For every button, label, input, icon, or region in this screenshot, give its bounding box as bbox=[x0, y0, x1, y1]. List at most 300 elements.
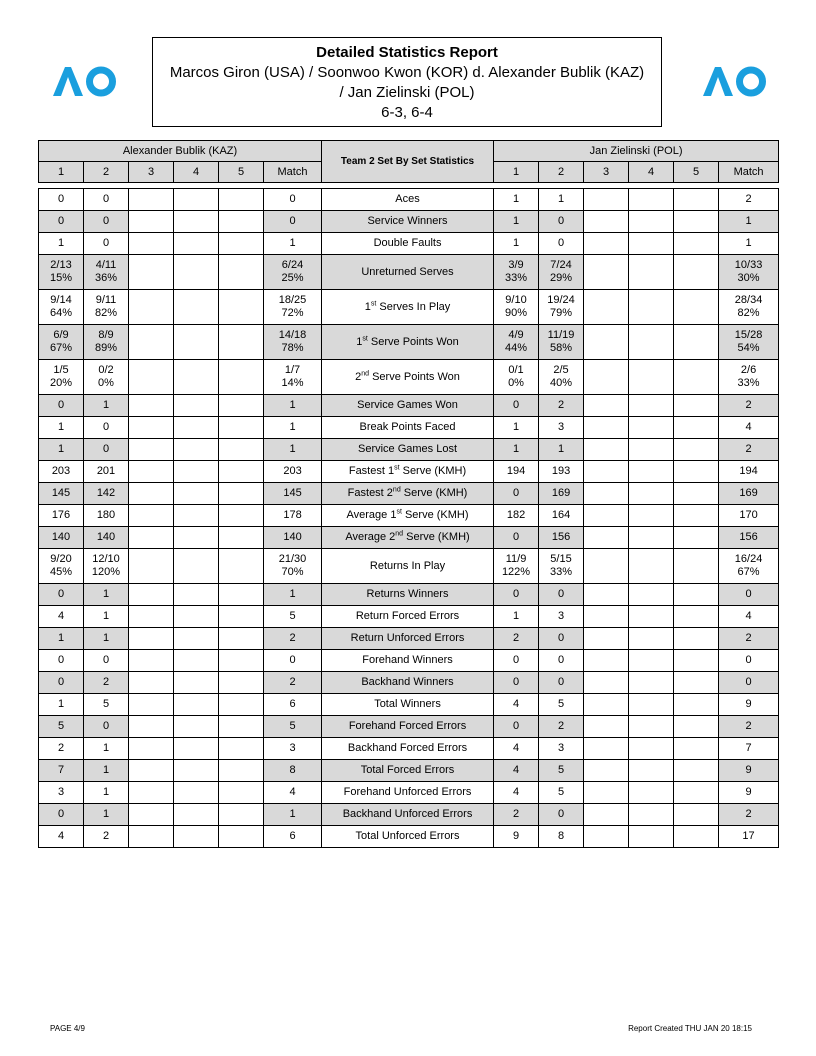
col-header: Match bbox=[719, 162, 779, 183]
cell-value: 3 bbox=[557, 742, 565, 754]
right-stat-cell bbox=[674, 672, 719, 694]
left-stat-cell bbox=[129, 628, 174, 650]
right-stat-cell bbox=[629, 255, 674, 290]
right-stat-cell bbox=[494, 527, 539, 549]
left-stat-cell bbox=[264, 360, 322, 395]
left-stat-cell bbox=[39, 672, 84, 694]
col-header: 4 bbox=[629, 162, 674, 183]
left-stat-cell bbox=[174, 584, 219, 606]
right-stat-cell bbox=[719, 461, 779, 483]
cell-value: 1 bbox=[289, 421, 296, 433]
right-stat-cell bbox=[584, 606, 629, 628]
left-stat-cell bbox=[219, 255, 264, 290]
left-stat-cell bbox=[39, 325, 84, 360]
left-stat-cell bbox=[264, 826, 322, 848]
right-stat-cell bbox=[674, 804, 719, 826]
cell-value: 1 bbox=[57, 237, 65, 249]
right-stat-cell bbox=[629, 461, 674, 483]
cell-value: 0 bbox=[512, 487, 520, 499]
table-row bbox=[39, 505, 779, 527]
cell-value: 1 bbox=[745, 215, 752, 227]
right-stat-cell bbox=[629, 650, 674, 672]
cell-value: 16/24 bbox=[734, 553, 763, 565]
right-stat-cell bbox=[719, 782, 779, 804]
cell-value: 2/5 bbox=[553, 364, 569, 376]
left-stat-cell bbox=[84, 360, 129, 395]
right-stat-cell bbox=[719, 716, 779, 738]
right-stat-cell bbox=[539, 694, 584, 716]
right-stat-cell bbox=[584, 189, 629, 211]
left-stat-cell bbox=[129, 461, 174, 483]
cell-value: 6/9 bbox=[53, 329, 69, 341]
right-stat-cell bbox=[719, 826, 779, 848]
cell-value: 2 bbox=[557, 720, 565, 732]
right-stat-cell bbox=[674, 233, 719, 255]
stat-label-text: 1 bbox=[364, 300, 371, 313]
left-stat-cell bbox=[84, 716, 129, 738]
left-stat-cell bbox=[84, 255, 129, 290]
left-stat-cell bbox=[129, 527, 174, 549]
left-stat-cell bbox=[39, 694, 84, 716]
right-stat-cell bbox=[584, 417, 629, 439]
col-header: 3 bbox=[584, 162, 629, 183]
table-row bbox=[39, 782, 779, 804]
cell-value: 2 bbox=[512, 632, 520, 644]
left-stat-cell bbox=[129, 584, 174, 606]
right-stat-cell bbox=[584, 650, 629, 672]
cell-value: 1 bbox=[512, 193, 520, 205]
cell-value: 33% bbox=[505, 272, 528, 284]
table-row bbox=[39, 189, 779, 211]
right-stat-cell bbox=[584, 255, 629, 290]
stat-label: Unreturned Serves bbox=[322, 255, 494, 290]
right-stat-cell bbox=[629, 760, 674, 782]
right-stat-cell bbox=[629, 549, 674, 584]
left-stat-cell bbox=[129, 360, 174, 395]
left-stat-cell bbox=[174, 738, 219, 760]
cell-value: 193 bbox=[551, 465, 571, 477]
right-stat-cell bbox=[674, 360, 719, 395]
cell-value: 0 bbox=[57, 193, 65, 205]
stat-label: Total Unforced Errors bbox=[322, 826, 494, 848]
cell-value: 8 bbox=[289, 764, 296, 776]
left-stat-cell bbox=[174, 804, 219, 826]
stat-label bbox=[322, 461, 494, 483]
report-title: Detailed Statistics Report bbox=[316, 44, 498, 61]
cell-value: 9/11 bbox=[95, 294, 117, 306]
table-row bbox=[39, 628, 779, 650]
cell-value: 2 bbox=[745, 808, 752, 820]
right-stat-cell bbox=[719, 738, 779, 760]
left-stat-cell bbox=[84, 505, 129, 527]
left-stat-cell bbox=[264, 189, 322, 211]
left-stat-cell bbox=[84, 395, 129, 417]
table-row bbox=[39, 650, 779, 672]
cell-value: 194 bbox=[506, 465, 526, 477]
cell-value: 0 bbox=[745, 654, 752, 666]
cell-value: 6/24 bbox=[281, 259, 304, 271]
right-stat-cell bbox=[674, 395, 719, 417]
right-stat-cell bbox=[539, 606, 584, 628]
left-stat-cell bbox=[129, 826, 174, 848]
stat-label: Return Unforced Errors bbox=[322, 628, 494, 650]
left-stat-cell bbox=[219, 189, 264, 211]
cell-value: 0 bbox=[557, 215, 565, 227]
left-stat-cell bbox=[264, 461, 322, 483]
cell-value: 7 bbox=[745, 742, 752, 754]
right-stat-cell bbox=[719, 606, 779, 628]
right-stat-cell bbox=[494, 233, 539, 255]
cell-value: 4 bbox=[512, 764, 520, 776]
stat-label-superscript: nd bbox=[395, 530, 404, 538]
table-row bbox=[39, 738, 779, 760]
stat-label: Backhand Forced Errors bbox=[322, 738, 494, 760]
match-score: 6-3, 6-4 bbox=[381, 104, 433, 121]
left-stat-cell bbox=[84, 439, 129, 461]
cell-value: 2 bbox=[745, 399, 752, 411]
left-stat-cell bbox=[39, 826, 84, 848]
left-stat-cell bbox=[219, 527, 264, 549]
right-stat-cell bbox=[584, 804, 629, 826]
cell-value: 5/15 bbox=[550, 553, 572, 565]
cell-value: 1 bbox=[289, 399, 296, 411]
cell-value: 1 bbox=[512, 237, 520, 249]
left-stat-cell bbox=[174, 549, 219, 584]
left-stat-cell bbox=[84, 650, 129, 672]
right-stat-cell bbox=[539, 461, 584, 483]
cell-value: 0 bbox=[102, 443, 110, 455]
cell-value: 33% bbox=[550, 566, 573, 578]
stat-label-text: Serve (KMH) bbox=[399, 465, 467, 477]
cell-value: 18/25 bbox=[278, 294, 307, 306]
cell-value: 2 bbox=[745, 443, 752, 455]
left-stat-cell bbox=[174, 760, 219, 782]
left-stat-cell bbox=[39, 417, 84, 439]
left-stat-cell bbox=[264, 606, 322, 628]
left-stat-cell bbox=[39, 606, 84, 628]
cell-value: 120% bbox=[91, 566, 121, 578]
left-stat-cell bbox=[219, 606, 264, 628]
left-stat-cell bbox=[129, 804, 174, 826]
right-stat-cell bbox=[719, 439, 779, 461]
right-stat-cell bbox=[674, 760, 719, 782]
left-stat-cell bbox=[129, 505, 174, 527]
stat-label: Backhand Unforced Errors bbox=[322, 804, 494, 826]
cell-value: 0 bbox=[512, 720, 520, 732]
cell-value: 0% bbox=[98, 377, 114, 389]
left-stat-cell bbox=[129, 483, 174, 505]
left-stat-cell bbox=[39, 189, 84, 211]
left-stat-cell bbox=[219, 826, 264, 848]
left-stat-cell bbox=[264, 255, 322, 290]
ao-logo-icon bbox=[50, 64, 118, 98]
right-stat-cell bbox=[584, 584, 629, 606]
left-stat-cell bbox=[219, 461, 264, 483]
left-stat-cell bbox=[84, 233, 129, 255]
left-stat-cell bbox=[39, 211, 84, 233]
right-stat-cell bbox=[494, 211, 539, 233]
left-stat-cell bbox=[174, 606, 219, 628]
left-stat-cell bbox=[84, 628, 129, 650]
right-stat-cell bbox=[539, 255, 584, 290]
match-line-2: / Jan Zielinski (POL) bbox=[339, 84, 475, 101]
left-stat-cell bbox=[129, 650, 174, 672]
left-stat-cell bbox=[219, 694, 264, 716]
right-stat-cell bbox=[494, 716, 539, 738]
right-stat-cell bbox=[494, 189, 539, 211]
report-created: Report Created THU JAN 20 18:15 bbox=[628, 1024, 752, 1033]
left-stat-cell bbox=[219, 290, 264, 325]
left-stat-cell bbox=[84, 189, 129, 211]
cell-value: 0 bbox=[102, 237, 110, 249]
table-row bbox=[39, 255, 779, 290]
cell-value: 176 bbox=[51, 509, 71, 521]
left-stat-cell bbox=[219, 549, 264, 584]
right-stat-cell bbox=[674, 290, 719, 325]
report-header bbox=[152, 37, 662, 127]
cell-value: 4 bbox=[512, 742, 520, 754]
cell-value: 2 bbox=[102, 676, 110, 688]
cell-value: 17 bbox=[742, 830, 755, 842]
cell-value: 6 bbox=[289, 830, 296, 842]
left-stat-cell bbox=[174, 211, 219, 233]
left-stat-cell bbox=[39, 439, 84, 461]
col-header: 1 bbox=[39, 162, 84, 183]
cell-value: 1/7 bbox=[284, 364, 301, 376]
right-stat-cell bbox=[539, 650, 584, 672]
right-stat-cell bbox=[494, 360, 539, 395]
left-stat-cell bbox=[264, 694, 322, 716]
right-stat-cell bbox=[674, 527, 719, 549]
left-stat-cell bbox=[39, 738, 84, 760]
col-header: 1 bbox=[494, 162, 539, 183]
cell-value: 2 bbox=[289, 632, 296, 644]
left-stat-cell bbox=[264, 738, 322, 760]
left-stat-cell bbox=[39, 483, 84, 505]
left-stat-cell bbox=[264, 417, 322, 439]
cell-value: 1 bbox=[57, 443, 65, 455]
table-row bbox=[39, 360, 779, 395]
stat-label: Double Faults bbox=[322, 233, 494, 255]
left-stat-cell bbox=[264, 395, 322, 417]
cell-value: 0 bbox=[512, 654, 520, 666]
right-stat-cell bbox=[674, 549, 719, 584]
cell-value: 5 bbox=[289, 610, 296, 622]
cell-value: 4 bbox=[745, 610, 752, 622]
cell-value: 156 bbox=[551, 531, 571, 543]
left-stat-cell bbox=[264, 804, 322, 826]
left-stat-cell bbox=[84, 461, 129, 483]
right-stat-cell bbox=[629, 290, 674, 325]
table-row bbox=[39, 483, 779, 505]
right-stat-cell bbox=[539, 395, 584, 417]
cell-value: 0 bbox=[557, 237, 565, 249]
left-stat-cell bbox=[174, 505, 219, 527]
right-stat-cell bbox=[584, 290, 629, 325]
right-stat-cell bbox=[629, 395, 674, 417]
right-stat-cell bbox=[584, 395, 629, 417]
right-stat-cell bbox=[674, 439, 719, 461]
cell-value: 0 bbox=[102, 720, 110, 732]
left-stat-cell bbox=[39, 628, 84, 650]
right-stat-cell bbox=[494, 255, 539, 290]
cell-value: 1 bbox=[57, 632, 65, 644]
left-stat-cell bbox=[39, 804, 84, 826]
cell-value: 3 bbox=[557, 610, 565, 622]
left-stat-cell bbox=[219, 211, 264, 233]
left-stat-cell bbox=[39, 290, 84, 325]
right-stat-cell bbox=[584, 782, 629, 804]
cell-value: 0 bbox=[102, 193, 110, 205]
left-stat-cell bbox=[174, 716, 219, 738]
cell-value: 0 bbox=[102, 215, 110, 227]
stat-label-text: 1 bbox=[356, 335, 363, 348]
stat-label: Returns Winners bbox=[322, 584, 494, 606]
right-stat-cell bbox=[584, 461, 629, 483]
table-row bbox=[39, 233, 779, 255]
stat-label: Forehand Unforced Errors bbox=[322, 782, 494, 804]
ao-logo-icon bbox=[700, 64, 768, 98]
cell-value: 1 bbox=[289, 237, 296, 249]
left-stat-cell bbox=[219, 417, 264, 439]
right-stat-cell bbox=[539, 325, 584, 360]
left-stat-cell bbox=[129, 606, 174, 628]
cell-value: 122% bbox=[501, 566, 531, 578]
left-stat-cell bbox=[39, 549, 84, 584]
left-stat-cell bbox=[129, 672, 174, 694]
cell-value: 9 bbox=[745, 764, 752, 776]
table-row bbox=[39, 584, 779, 606]
cell-value: 20% bbox=[49, 377, 73, 389]
cell-value: 4 bbox=[745, 421, 752, 433]
col-header: 3 bbox=[129, 162, 174, 183]
right-stat-cell bbox=[674, 483, 719, 505]
right-stat-cell bbox=[494, 395, 539, 417]
right-stat-cell bbox=[584, 483, 629, 505]
right-stat-cell bbox=[674, 782, 719, 804]
cell-value: 82% bbox=[737, 307, 760, 319]
cell-value: 0 bbox=[557, 588, 565, 600]
cell-value: 1 bbox=[102, 399, 110, 411]
player-header-row bbox=[39, 141, 779, 162]
right-stat-cell bbox=[629, 584, 674, 606]
cell-value: 5 bbox=[57, 720, 65, 732]
cell-value: 2 bbox=[745, 193, 752, 205]
stat-label-text: Average 2 bbox=[345, 531, 396, 543]
stat-label-text: Fastest 2 bbox=[347, 487, 393, 499]
cell-value: 0 bbox=[102, 654, 110, 666]
right-stat-cell bbox=[674, 826, 719, 848]
right-stat-cell bbox=[494, 826, 539, 848]
right-stat-cell bbox=[719, 211, 779, 233]
right-stat-cell bbox=[629, 694, 674, 716]
cell-value: 1 bbox=[102, 764, 110, 776]
cell-value: 1 bbox=[557, 443, 565, 455]
left-stat-cell bbox=[39, 760, 84, 782]
right-stat-cell bbox=[584, 505, 629, 527]
left-stat-cell bbox=[219, 325, 264, 360]
right-stat-cell bbox=[674, 716, 719, 738]
center-header: Team 2 Set By Set Statistics bbox=[322, 141, 494, 183]
cell-value: 169 bbox=[551, 487, 571, 499]
cell-value: 3 bbox=[289, 742, 296, 754]
right-stat-cell bbox=[494, 439, 539, 461]
left-stat-cell bbox=[264, 549, 322, 584]
cell-value: 9/14 bbox=[50, 294, 72, 306]
left-stat-cell bbox=[84, 527, 129, 549]
right-stat-cell bbox=[494, 804, 539, 826]
right-stat-cell bbox=[494, 461, 539, 483]
left-stat-cell bbox=[84, 804, 129, 826]
right-stat-cell bbox=[539, 290, 584, 325]
cell-value: 194 bbox=[739, 465, 758, 477]
right-stat-cell bbox=[539, 826, 584, 848]
cell-value: 2/6 bbox=[740, 364, 757, 376]
cell-value: 203 bbox=[283, 465, 302, 477]
left-stat-cell bbox=[264, 505, 322, 527]
right-stat-cell bbox=[539, 417, 584, 439]
cell-value: 1 bbox=[512, 610, 520, 622]
cell-value: 5 bbox=[289, 720, 296, 732]
right-stat-cell bbox=[494, 606, 539, 628]
right-stat-cell bbox=[494, 549, 539, 584]
right-stat-cell bbox=[719, 804, 779, 826]
cell-value: 2 bbox=[57, 742, 65, 754]
cell-value: 4/11 bbox=[95, 259, 117, 271]
cell-value: 1/5 bbox=[53, 364, 69, 376]
right-stat-cell bbox=[539, 439, 584, 461]
cell-value: 2 bbox=[512, 808, 520, 820]
right-stat-cell bbox=[584, 738, 629, 760]
right-stat-cell bbox=[539, 672, 584, 694]
right-stat-cell bbox=[629, 417, 674, 439]
right-stat-cell bbox=[629, 716, 674, 738]
right-stat-cell bbox=[584, 760, 629, 782]
left-stat-cell bbox=[129, 255, 174, 290]
table-row bbox=[39, 527, 779, 549]
cell-value: 2 bbox=[557, 399, 565, 411]
right-stat-cell bbox=[494, 505, 539, 527]
right-stat-cell bbox=[584, 549, 629, 584]
left-stat-cell bbox=[219, 738, 264, 760]
right-stat-cell bbox=[539, 760, 584, 782]
left-stat-cell bbox=[174, 461, 219, 483]
right-stat-cell bbox=[629, 325, 674, 360]
left-stat-cell bbox=[129, 233, 174, 255]
left-stat-cell bbox=[264, 290, 322, 325]
cell-value: 40% bbox=[550, 377, 573, 389]
left-player-name: Alexander Bublik (KAZ) bbox=[39, 141, 322, 162]
right-stat-cell bbox=[629, 189, 674, 211]
left-stat-cell bbox=[264, 760, 322, 782]
cell-value: 1 bbox=[102, 588, 110, 600]
left-stat-cell bbox=[264, 672, 322, 694]
cell-value: 2 bbox=[102, 830, 110, 842]
left-stat-cell bbox=[174, 650, 219, 672]
right-stat-cell bbox=[584, 628, 629, 650]
left-stat-cell bbox=[129, 716, 174, 738]
left-stat-cell bbox=[39, 650, 84, 672]
cell-value: 0 bbox=[745, 588, 752, 600]
left-stat-cell bbox=[174, 395, 219, 417]
cell-value: 7 bbox=[57, 764, 65, 776]
cell-value: 182 bbox=[506, 509, 526, 521]
cell-value: 70% bbox=[281, 566, 304, 578]
left-stat-cell bbox=[174, 290, 219, 325]
left-stat-cell bbox=[174, 189, 219, 211]
right-stat-cell bbox=[584, 360, 629, 395]
stat-label-text: Serve (KMH) bbox=[403, 531, 470, 543]
